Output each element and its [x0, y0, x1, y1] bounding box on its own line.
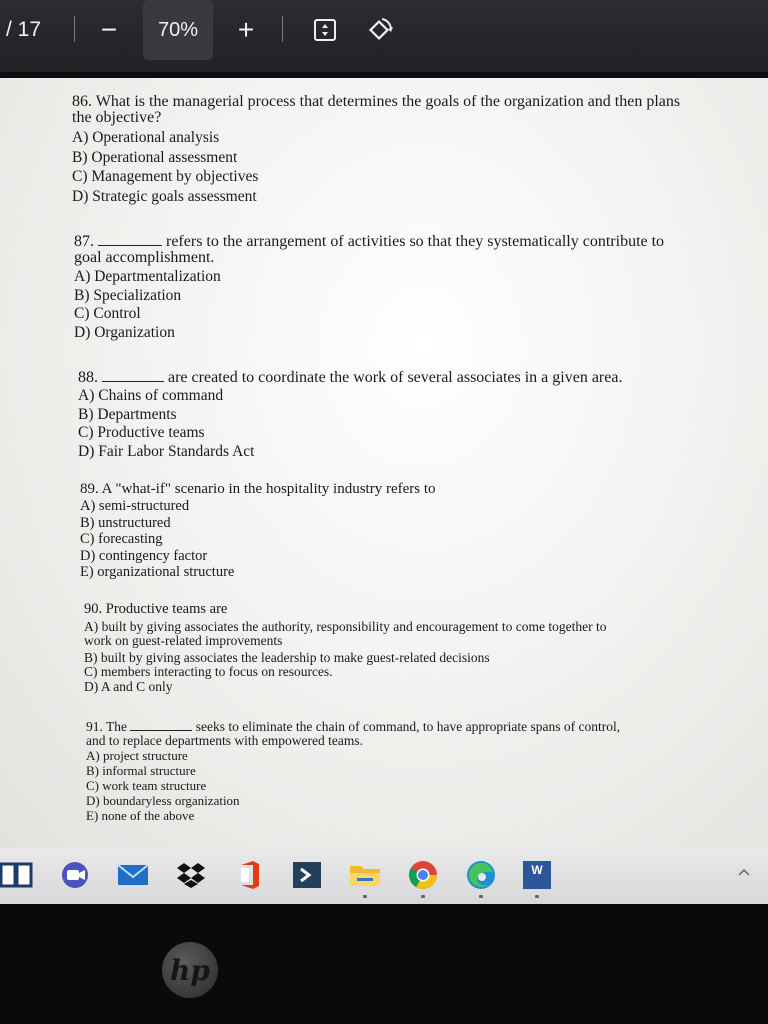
answer-option: D) Strategic goals assessment: [72, 187, 257, 205]
running-indicator: [421, 895, 425, 898]
office-icon: [235, 860, 263, 890]
laptop-bezel: [0, 904, 768, 1024]
rotate-button[interactable]: [362, 0, 396, 60]
answer-option: C) Control: [74, 305, 141, 322]
page-count: / 17: [6, 18, 42, 41]
answer-option: work on guest-related improvements: [84, 633, 283, 648]
dropbox-icon: [175, 861, 207, 889]
answer-option: C) forecasting: [80, 531, 163, 547]
teams-icon: [60, 860, 90, 890]
hp-logo-text: hp: [170, 953, 210, 987]
chrome-icon: [407, 859, 439, 891]
mail-button[interactable]: [116, 858, 150, 892]
question-number: 87.: [74, 233, 94, 250]
fit-page-icon: [314, 19, 336, 41]
answer-option: B) built by giving associates the leadership to make guest-related decisions: [84, 649, 490, 665]
answer-option: E) none of the above: [86, 808, 195, 823]
terminal-icon: [291, 860, 323, 890]
question-86: [72, 94, 768, 204]
word-icon-label: W: [531, 863, 543, 877]
rotate-icon: [364, 15, 394, 45]
running-indicator: [535, 895, 539, 898]
edge-icon: [465, 859, 497, 891]
toolbar-separator: [74, 16, 75, 42]
task-view-icon: [0, 860, 34, 890]
answer-option: D) contingency factor: [80, 547, 208, 564]
question-stem: are created to coordinate the work of several associates in a given area.: [168, 369, 623, 386]
question-90: [84, 602, 768, 693]
edge-button[interactable]: [464, 858, 498, 892]
zoom-level[interactable]: 70%: [143, 0, 213, 60]
answer-option: D) Organization: [74, 323, 175, 341]
question-stem: 89. A "what-if" scenario in the hospitality industry refers to: [80, 481, 436, 497]
answer-blank: [102, 381, 164, 382]
windows-taskbar: [0, 848, 768, 904]
hp-logo: [162, 942, 218, 998]
answer-blank: [130, 730, 192, 731]
file-explorer-button[interactable]: [348, 858, 382, 892]
question-88: [78, 370, 768, 459]
chevron-up-icon[interactable]: [738, 866, 750, 878]
chrome-button[interactable]: [406, 858, 440, 892]
zoom-in-button[interactable]: +: [237, 14, 255, 45]
answer-option: B) Departments: [78, 405, 177, 423]
answer-option: A) Chains of command: [78, 387, 224, 404]
answer-option: B) unstructured: [80, 514, 171, 531]
question-91: [86, 720, 768, 822]
answer-option: C) members interacting to focus on resources.: [84, 664, 333, 679]
question-stem: 86. What is the managerial process that determines the goals of the organization and then plans: [72, 93, 681, 110]
file-explorer-icon: [348, 860, 382, 890]
answer-option: C) Management by objectives: [72, 168, 259, 185]
answer-option: E) organizational structure: [80, 564, 235, 580]
answer-option: A) Operational analysis: [72, 129, 220, 146]
question-87: [74, 234, 768, 340]
mail-icon: [116, 861, 150, 889]
word-button[interactable]: [522, 858, 552, 892]
answer-option: C) Productive teams: [78, 424, 205, 441]
answer-blank: [98, 245, 162, 246]
pdf-toolbar: [0, 0, 768, 72]
answer-option: A) project structure: [86, 748, 188, 763]
question-stem-continued: the objective?: [72, 109, 162, 126]
pdf-page: [0, 78, 768, 848]
zoom-out-button[interactable]: −: [100, 14, 118, 45]
teams-button[interactable]: [58, 858, 92, 892]
question-number: 88.: [78, 369, 98, 386]
question-stem: seeks to eliminate the chain of command, to have appropriate spans of control,: [195, 719, 621, 734]
terminal-button[interactable]: [290, 858, 324, 892]
question-number: 91. The: [86, 719, 127, 734]
running-indicator: [479, 895, 483, 898]
question-stem: 90. Productive teams are: [84, 601, 228, 617]
answer-option: C) work team structure: [86, 778, 207, 793]
word-icon: [523, 861, 551, 889]
question-stem: refers to the arrangement of activities so that they systematically contribute to: [166, 233, 665, 250]
answer-option: B) Operational assessment: [72, 148, 238, 166]
task-view-button[interactable]: [0, 858, 34, 892]
question-stem-continued: and to replace departments with empowered teams.: [86, 732, 364, 748]
answer-option: D) Fair Labor Standards Act: [78, 442, 255, 460]
running-indicator: [363, 895, 367, 898]
fit-page-button[interactable]: [310, 0, 340, 60]
dropbox-button[interactable]: [174, 858, 208, 892]
answer-option: A) semi-structured: [80, 498, 190, 514]
toolbar-separator: [282, 16, 283, 42]
answer-option: D) A and C only: [84, 678, 173, 694]
office-button[interactable]: [232, 858, 266, 892]
answer-option: B) Specialization: [74, 286, 182, 304]
answer-option: A) Departmentalization: [74, 268, 221, 285]
question-89: [80, 482, 768, 580]
answer-option: A) built by giving associates the authority, responsibility and encouragement to come together to: [84, 618, 607, 634]
question-stem-continued: goal accomplishment.: [74, 249, 215, 266]
answer-option: B) informal structure: [86, 763, 196, 778]
answer-option: D) boundaryless organization: [86, 793, 240, 808]
